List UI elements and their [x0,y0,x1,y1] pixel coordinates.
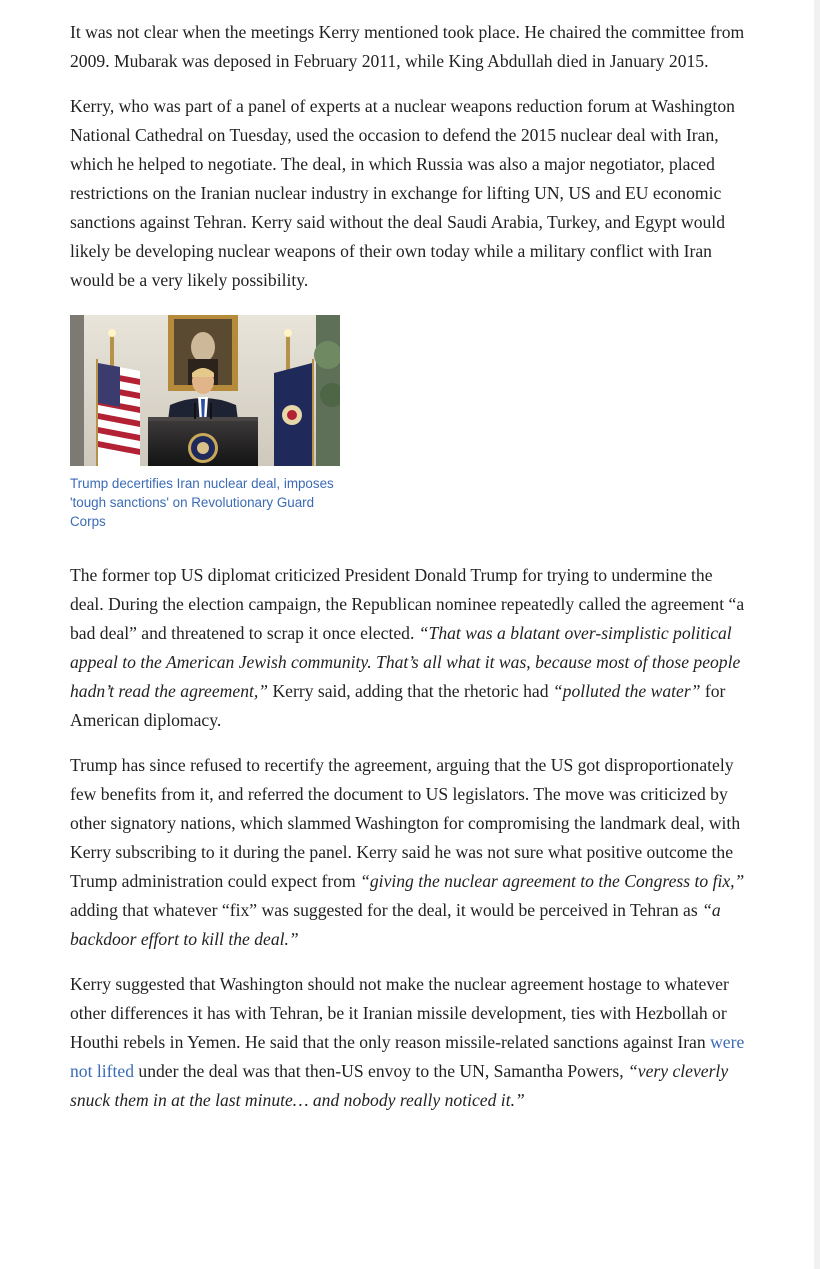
paragraph-meetings: It was not clear when the meetings Kerry mentioned took place. He chaired the committee from 2009. Mubarak was deposed in February 2011, while King Abdullah died in January 2015. [70,22,745,71]
kerry-quote: “a backdoor effort to kill the deal.” [70,900,721,949]
article-body [70,18,750,1131]
kerry-quote: “giving the nuclear agreement to the Congress to fix,” [360,871,745,891]
related-story-link[interactable]: Trump decertifies Iran nuclear deal, imposes 'tough sanctions' on Revolutionary Guard Corps [70,476,334,529]
kerry-quote: “very cleverly snuck them in at the last minute… and nobody really noticed it.” [70,1061,729,1110]
kerry-quote: “polluted the water” [552,681,701,701]
paragraph-text: The former top US diplomat criticized President Donald Trump for trying to undermine the deal. During the election campaign, the Republican nominee repeatedly called the agreement “a bad deal” and threatened to scrap it once elected. [70,565,745,643]
scrollbar-track[interactable] [814,0,820,1269]
paragraph-nuclear-deal: Kerry, who was part of a panel of experts at a nuclear weapons reduction forum at Washington National Cathedral on Tuesday, used the occasion to defend the 2015 nuclear deal with Iran, which he helped to negotiate. The deal, in which Russia was also a major negotiator, placed restrictions on the Iranian nuclear industry in exchange for lifting UN, US and EU economic sanctions against Tehran. Kerry said without the deal Saudi Arabia, Turkey, and Egypt would likely be developing nuclear weapons of their own today while a military conflict with Iran would be a very likely possibility. [70,96,735,290]
paragraph-text: adding that whatever “fix” was suggested for the deal, it would be perceived in Tehran as [70,900,703,920]
related-story-thumbnail[interactable] [70,315,340,466]
paragraph-missile-sanctions [70,970,750,1115]
paragraph-recertify [70,751,750,954]
related-story[interactable] [70,315,340,531]
paragraph-text: Trump has since refused to recertify the agreement, arguing that the US got disproportionately few benefits from it, and referred the document to US legislators. The move was criticized by other signatory nations, which slammed Washington for compromising the landmark deal, with Kerry subscribing to it during the panel. Kerry said he was not sure what positive outcome the Trump administration could expect from [70,755,741,891]
paragraph-text: for American diplomacy. [70,681,726,730]
inline-link-not-lifted[interactable]: were not lifted [70,1032,745,1081]
paragraph-trump-criticism [70,561,750,735]
paragraph-text: Kerry suggested that Washington should not make the nuclear agreement hostage to whatever other differences it has with Tehran, be it Iranian missile development, ties with Hezbollah or Houthi rebels in Yemen. He said that the only reason missile-related sanctions against Iran [70,974,729,1052]
paragraph-text: Kerry said, adding that the rhetoric had [268,681,553,701]
paragraph-text: under the deal was that then-US envoy to the UN, Samantha Powers, [134,1061,628,1081]
kerry-quote: “That was a blatant over-simplistic political appeal to the American Jewish community. That’s all what it was, because most of those people hadn’t read the agreement,” [70,623,741,701]
